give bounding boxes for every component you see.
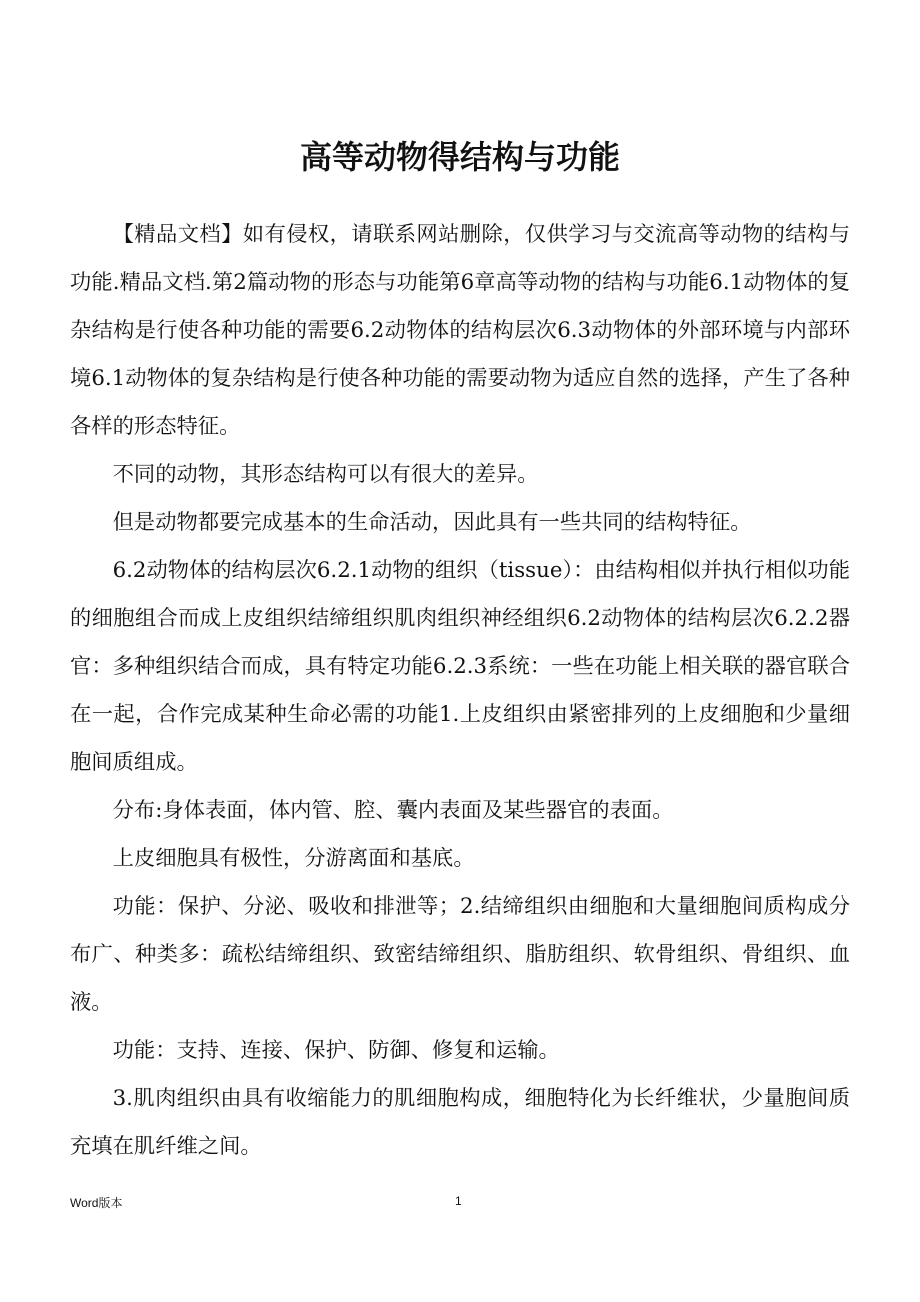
paragraph: 6.2动物体的结构层次6.2.1动物的组织（tissue）：由结构相似并执行相似功能的细胞组合而成上皮组织结缔组织肌肉组织神经组织6.2动物体的结构层次6.2.2器官：多种组织结合而成，具有特定功能6.2.3系统：一些在功能上相关联的器官联合在一起，合作完成某种生命必需的功能1.上皮组织由紧密排列的上皮细胞和少量细胞间质组成。 bbox=[70, 558, 850, 775]
paragraph: 【精品文档】如有侵权，请联系网站删除，仅供学习与交流高等动物的结构与功能.精品文档.第2篇动物的形态与功能第6章高等动物的结构与功能6.1动物体的复杂结构是行使各种功能的需要6.2动物体的结构层次6.3动物体的外部环境与内部环境6.1动物体的复杂结构是行使各种功能的需要动物为适应自然的选择，产生了各种各样的形态特征。 bbox=[70, 222, 850, 439]
document-body bbox=[70, 211, 850, 1171]
paragraph: 功能：支持、连接、保护、防御、修复和运输。 bbox=[112, 1038, 560, 1063]
footer-label: Word版本 bbox=[70, 1196, 123, 1210]
paragraph: 3.肌肉组织由具有收缩能力的肌细胞构成，细胞特化为长纤维状，少量胞间质充填在肌纤维之间。 bbox=[70, 1086, 850, 1159]
page-number: 1 bbox=[455, 1194, 462, 1208]
document-title: 高等动物得结构与功能 bbox=[299, 138, 620, 176]
paragraph: 不同的动物，其形态结构可以有很大的差异。 bbox=[112, 462, 539, 487]
paragraph: 功能：保护、分泌、吸收和排泄等；2.结缔组织由细胞和大量细胞间质构成分布广、种类多：疏松结缔组织、致密结缔组织、脂肪组织、软骨组织、骨组织、血液。 bbox=[70, 894, 850, 1015]
paragraph: 但是动物都要完成基本的生命活动，因此具有一些共同的结构特征。 bbox=[112, 510, 752, 535]
paragraph: 分布:身体表面，体内管、腔、囊内表面及某些器官的表面。 bbox=[112, 798, 674, 823]
paragraph: 上皮细胞具有极性，分游离面和基底。 bbox=[112, 846, 475, 871]
